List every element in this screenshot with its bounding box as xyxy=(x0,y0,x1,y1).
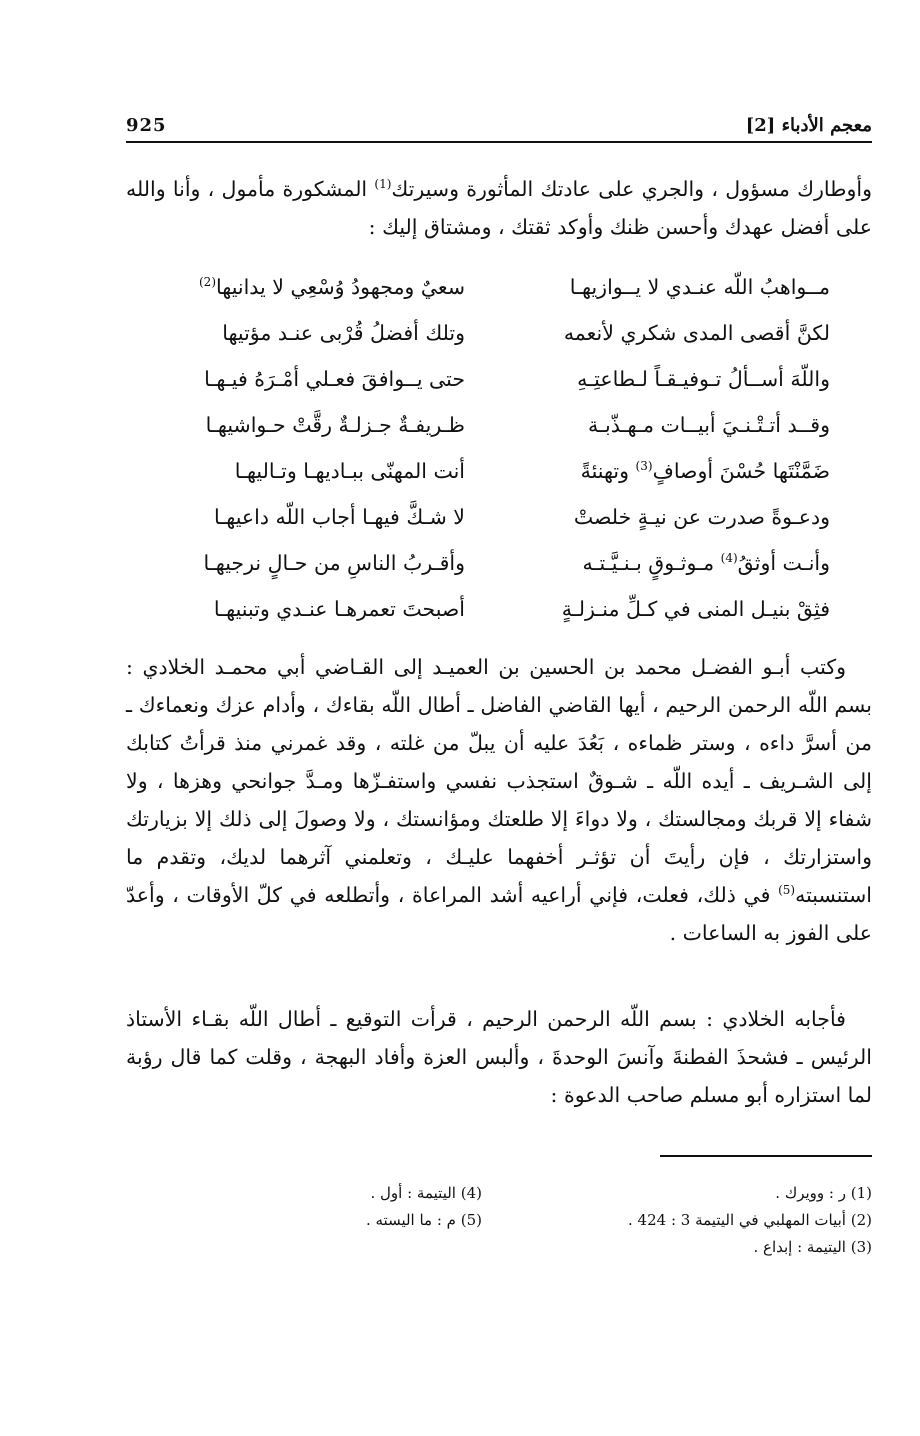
footnote-marker: (1) xyxy=(374,177,392,192)
running-header xyxy=(126,102,872,136)
verse-second-hemistich: أنت المهنّى ببـاديهـا وتـاليهـا xyxy=(234,459,465,483)
reply-paragraph xyxy=(126,1000,872,1114)
footnote: (1) ر : وويرك . xyxy=(775,1184,872,1202)
footnote-marker: (4) xyxy=(720,551,738,566)
footnote: (2) أبيات المهلبي في اليتيمة 3 : 424 . xyxy=(627,1211,872,1229)
verse-first-hemistich: ضَمَّنْتَها حُسْنَ أوصافٍ$^{(3)}$ وتهنئةً xyxy=(580,459,830,483)
footnotes-column-left xyxy=(202,1180,482,1234)
verse-line xyxy=(160,264,830,310)
verse-line xyxy=(160,448,830,494)
verse-first-hemistich: لكنَّ أقصى المدى شكري لأنعمه xyxy=(563,321,830,345)
reply-text: فأجابه الخلادي : بسم اللّه الرحمن الرحيم ، قرأت التوقيع ـ أطال اللّه بقـاء الأستاذ الرئيس ـ فشحذَ الفطنةَ وآنسَ الوحدةَ ، وألبس العزة وأفاد البهجة ، وقلت كما قال رؤبة لما استزاره أبو مسلم صاحب الدعوة : xyxy=(126,1007,872,1107)
verse-first-hemistich: وأنـت أوثقُ$^{(4)}$ مـوثـوقٍ بـنـيَّـتـه xyxy=(582,551,830,575)
running-title: معجم الأدباء [2] xyxy=(745,115,872,136)
verse-line xyxy=(160,310,830,356)
intro-text-1: وأوطارك مسؤول ، والجري على عادتك المأثورة وسيرتك xyxy=(391,177,872,201)
footnote: (3) اليتيمة : إبداع . xyxy=(753,1238,872,1256)
verse-line xyxy=(160,402,830,448)
footnote-marker: (3) xyxy=(635,459,653,474)
header-rule xyxy=(126,141,872,143)
letter-text: وكتب أبـو الفضـل محمد بن الحسين بن العميـد إلى القـاضي أبي محمـد الخلادي : بسم اللّه الرحمن الرحيم ، أيها القاضي الفاضل ـ أطال اللّه بقاءك ، وأدام عزك ونعماءك ـ من أسرَّ داءه ، وستر ظماءه ، بَعُدَ عليه أن يبلّ من غلته ، وقد غمرني منذ قرأتُ كتابك إلى الشـريف ـ أيده اللّه ـ شـوقٌ استجذب نفسي واستفـزّها ومـدَّ جوانحي وهزها ، ولا شفاء إلا قربك ومجالستك ، ولا دواءَ إلا طلعتك ومؤانستك ، ولا وصولَ إلى ذلك إلا بزيارتك واستزارتك ، فإن رأيتَ أن تؤثـر أخفهما عليـك ، وتعلمني آثرهما لديك، وتقدم ما استنسبته xyxy=(126,655,872,907)
verse-second-hemistich: سعيٌ ومجهودُ وُسْعِي لا يدانيها$^{(2)}$ xyxy=(198,275,465,299)
verse-second-hemistich: وتلك أفضلُ قُرْبى عنـد مؤتيها xyxy=(222,321,465,345)
letter-paragraph xyxy=(126,648,872,952)
verse-first-hemistich: وقــد أتـتْـنـيَ أبيــات مـهـذّبـة xyxy=(588,413,830,437)
verse-second-hemistich: حتى يــوافقَ فعـلي أمْـرَهُ فيـهـا xyxy=(204,367,465,391)
verse-second-hemistich: وأقـربُ الناسِ من حـالٍ نرجيهـا xyxy=(203,551,465,575)
verse-second-hemistich: لا شـكَّ فيهـا أجاب اللّه داعيهـا xyxy=(214,505,465,529)
verse-second-hemistich: ظـريفـةٌ جـزلـةٌ رقَّتْ حـواشيهـا xyxy=(205,413,465,437)
verse-line xyxy=(160,586,830,632)
verse-first-hemistich: مــواهبُ اللّه عنـدي لا يــوازيهـا xyxy=(569,275,830,299)
footnote: (4) اليتيمة : أول . xyxy=(370,1184,482,1202)
footnotes-column-right xyxy=(552,1180,872,1261)
verse-first-hemistich: فثِقْ بنيـل المنى في كـلِّ منـزلـةٍ xyxy=(561,597,830,621)
footnote-marker: (5) xyxy=(778,883,796,898)
letter-text-end: في ذلك، فعلت، فإني أراعيه أشد المراعاة ، وأتطلعه في كلّ الأوقات ، وأعدّ على الفوز به الساعات . xyxy=(126,883,872,945)
intro-paragraph xyxy=(126,170,872,246)
verse-first-hemistich: واللّهَ أســألُ تـوفيـقـاً لـطاعتِـهِ xyxy=(577,367,830,391)
page-number: 925 xyxy=(126,115,167,136)
intro-text-2: المشكورة مأمول ، وأنا والله على أفضل عهدك وأحسن ظنك وأوكد ثقتك ، ومشتاق إليك : xyxy=(126,177,872,239)
footnote: (5) م : ما اليسته . xyxy=(365,1211,482,1229)
verse-first-hemistich: ودعـوةً صدرت عن نيـةٍ خلصتْ xyxy=(573,505,830,529)
footnote-rule xyxy=(660,1155,872,1157)
poem xyxy=(160,264,830,632)
verse-second-hemistich: أصبحتَ تعمرهـا عنـدي وتبنيهـا xyxy=(213,597,465,621)
verse-line xyxy=(160,356,830,402)
verse-line xyxy=(160,494,830,540)
footnote-marker: (2) xyxy=(198,275,216,290)
verse-line xyxy=(160,540,830,586)
